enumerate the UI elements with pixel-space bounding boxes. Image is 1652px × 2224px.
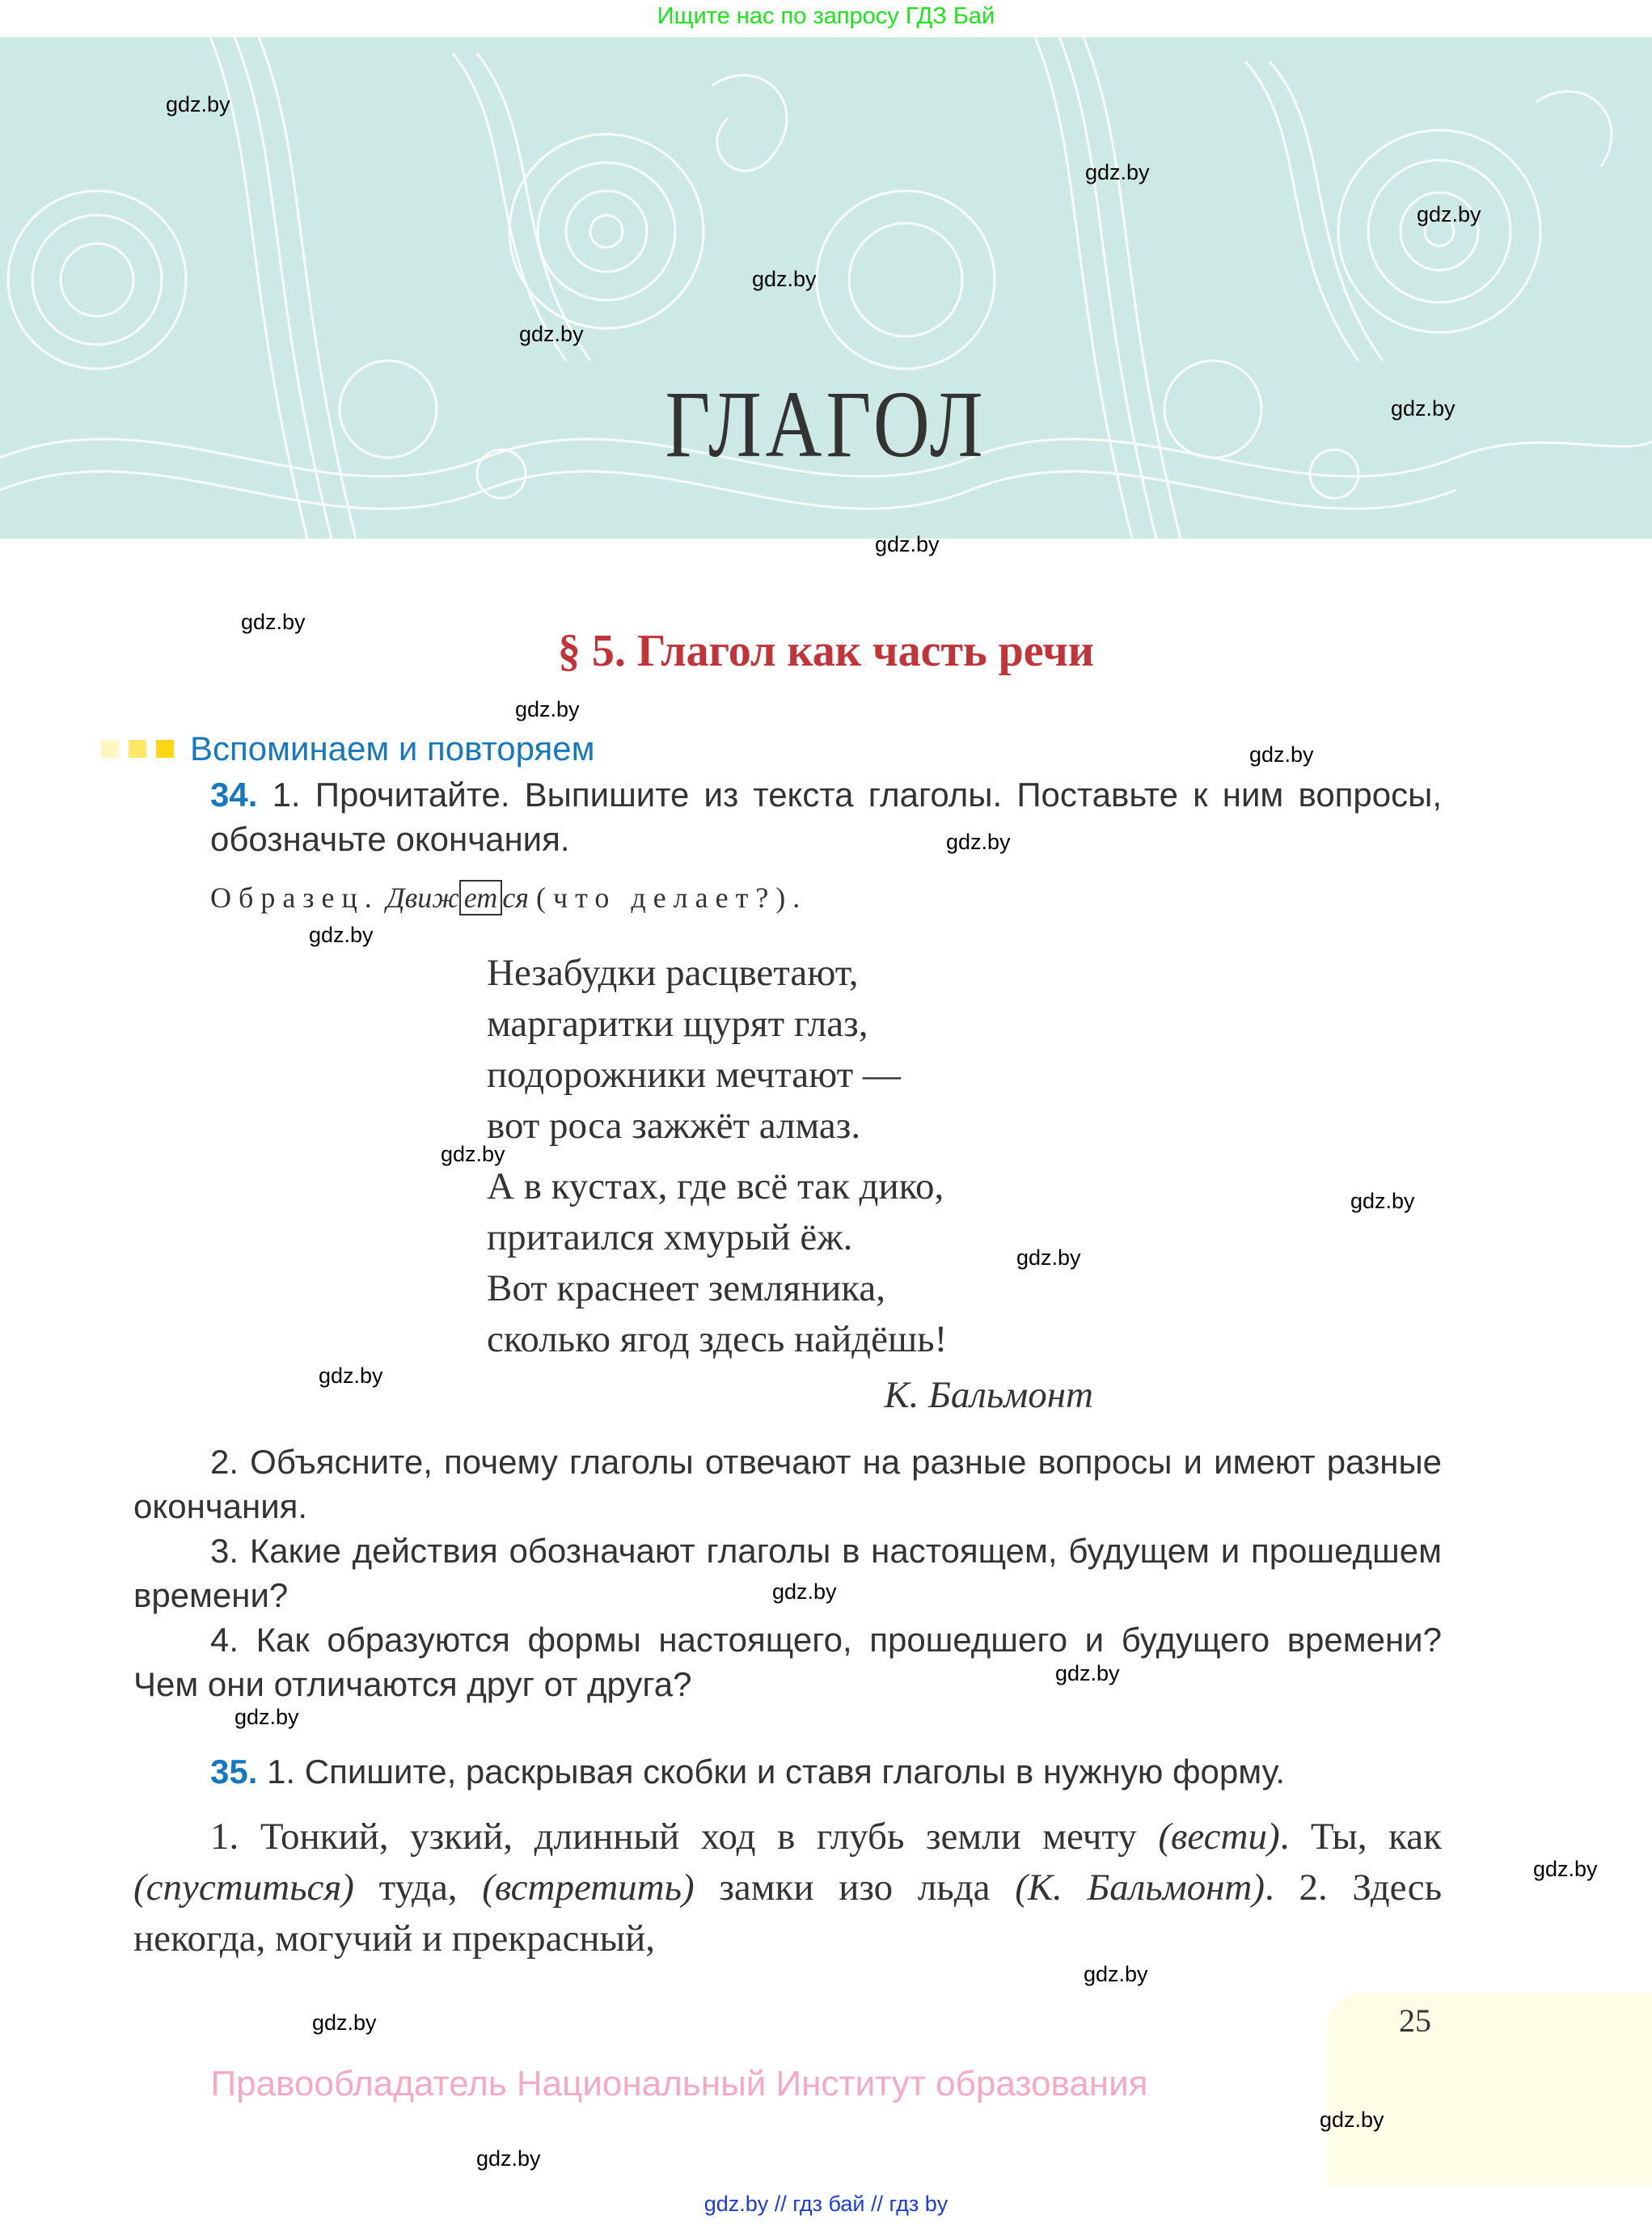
- exercise-text: туда,: [353, 1867, 483, 1909]
- verb-in-brackets: (встретить): [482, 1867, 695, 1909]
- top-promo-text: Ищите нас по запросу ГДЗ Бай: [657, 3, 995, 29]
- task-35-instruction: [133, 1749, 1442, 1794]
- watermark: gdz.by: [1391, 396, 1456, 421]
- sample-suffix: ся: [502, 882, 530, 914]
- sample-word-stem: Движ: [386, 882, 459, 914]
- poem-stanza-2: [487, 1161, 947, 1365]
- watermark: gdz.by: [1085, 160, 1150, 184]
- question-item: 4. Как образуются формы настоящего, прошедшего и будущего времени? Чем они отличаются друг от друга?: [133, 1621, 1442, 1703]
- task-number: 34.: [210, 776, 258, 814]
- task-34-questions: [133, 1440, 1442, 1706]
- poem-line: сколько ягод здесь найдёшь!: [487, 1318, 948, 1360]
- verb-in-brackets: (вести): [1158, 1816, 1280, 1858]
- poem-line: притаился хмурый ёж.: [487, 1216, 853, 1258]
- watermark: gdz.by: [309, 923, 374, 947]
- task-number: 35.: [210, 1753, 258, 1791]
- square-icon-medium: [129, 740, 146, 758]
- watermark: gdz.by: [312, 2010, 377, 2035]
- watermark: gdz.by: [166, 92, 230, 116]
- poem-line: маргаритки щурят глаз,: [487, 1003, 868, 1045]
- watermark: gdz.by: [1016, 1245, 1081, 1270]
- exercise-text: . Ты, как: [1279, 1816, 1443, 1858]
- watermark: gdz.by: [441, 1142, 505, 1166]
- watermark: gdz.by: [946, 830, 1011, 854]
- exercise-text: 1. Тонкий, узкий, длинный ход в глубь земли мечту: [210, 1816, 1159, 1858]
- verb-in-brackets: (спуститься): [133, 1867, 354, 1909]
- watermark: gdz.by: [519, 322, 584, 346]
- watermark: gdz.by: [1533, 1857, 1598, 1881]
- chapter-banner: [0, 37, 1652, 539]
- sample-line: [210, 883, 807, 912]
- section-title: § 5. Глагол как часть речи: [557, 626, 1095, 676]
- square-icon-light: [101, 740, 119, 758]
- watermark: gdz.by: [752, 267, 817, 291]
- poem: [487, 948, 947, 1365]
- watermark: gdz.by: [772, 1579, 837, 1604]
- watermark: gdz.by: [1417, 202, 1481, 226]
- exercise-text: . 2. Здесь некогда, могучий и прекрасный,: [133, 1867, 1443, 1960]
- sample-question: (что делает?).: [536, 882, 808, 914]
- watermark: gdz.by: [476, 2146, 541, 2171]
- exercise-text: замки изо льда: [694, 1867, 1016, 1909]
- page-number: 25: [1399, 2002, 1431, 2039]
- chapter-title: ГЛАГОЛ: [665, 371, 987, 477]
- square-icon-dark: [156, 740, 174, 758]
- poem-line: вот роса зажжёт алмаз.: [487, 1105, 861, 1147]
- poem-line: Вот краснеет земляника,: [487, 1267, 886, 1309]
- poem-line: А в кустах, где всё так дико,: [487, 1165, 944, 1207]
- sample-ending-box: ет: [459, 880, 503, 915]
- watermark: gdz.by: [1249, 742, 1314, 767]
- watermark: gdz.by: [241, 610, 306, 634]
- poem-line: подорожники мечтают —: [487, 1054, 901, 1096]
- task-instruction: 1. Спишите, раскрывая скобки и ставя глаголы в нужную форму.: [267, 1753, 1286, 1791]
- rights-holder-text: Правообладатель Национальный Институт образования: [210, 2064, 1148, 2103]
- task-instruction: 1. Прочитайте. Выпишите из текста глаголы. Поставьте к ним вопросы, обозначьте окончания.: [210, 776, 1443, 858]
- exercise-author: (К. Бальмонт): [1015, 1867, 1265, 1909]
- watermark: gdz.by: [234, 1705, 299, 1729]
- question-item: 2. Объясните, почему глаголы отвечают на разные вопросы и имеют разные окончания.: [133, 1443, 1442, 1525]
- poem-author: К. Бальмонт: [884, 1374, 1093, 1416]
- poem-stanza-1: [487, 948, 947, 1152]
- task-34-instruction: [133, 772, 1442, 861]
- watermark: gdz.by: [1320, 2108, 1384, 2132]
- question-item: 3. Какие действия обозначают глаголы в настоящем, будущем и прошедшем времени?: [133, 1532, 1442, 1614]
- watermark: gdz.by: [1084, 1962, 1148, 1986]
- watermark: gdz.by: [1350, 1189, 1415, 1213]
- watermark: gdz.by: [319, 1364, 383, 1388]
- bottom-links[interactable]: gdz.by // гдз бай // гдз by: [703, 2192, 949, 2216]
- task-35-exercise-text: [133, 1812, 1442, 1964]
- sample-label: Образец.: [210, 882, 379, 914]
- page-number-box: [1327, 1994, 1652, 2186]
- watermark: gdz.by: [1055, 1661, 1120, 1685]
- watermark: gdz.by: [515, 697, 580, 721]
- watermark: gdz.by: [875, 532, 940, 556]
- review-block-header: [101, 729, 595, 767]
- poem-line: Незабудки расцветают,: [487, 952, 859, 994]
- review-label: Вспоминаем и повторяем: [190, 729, 595, 767]
